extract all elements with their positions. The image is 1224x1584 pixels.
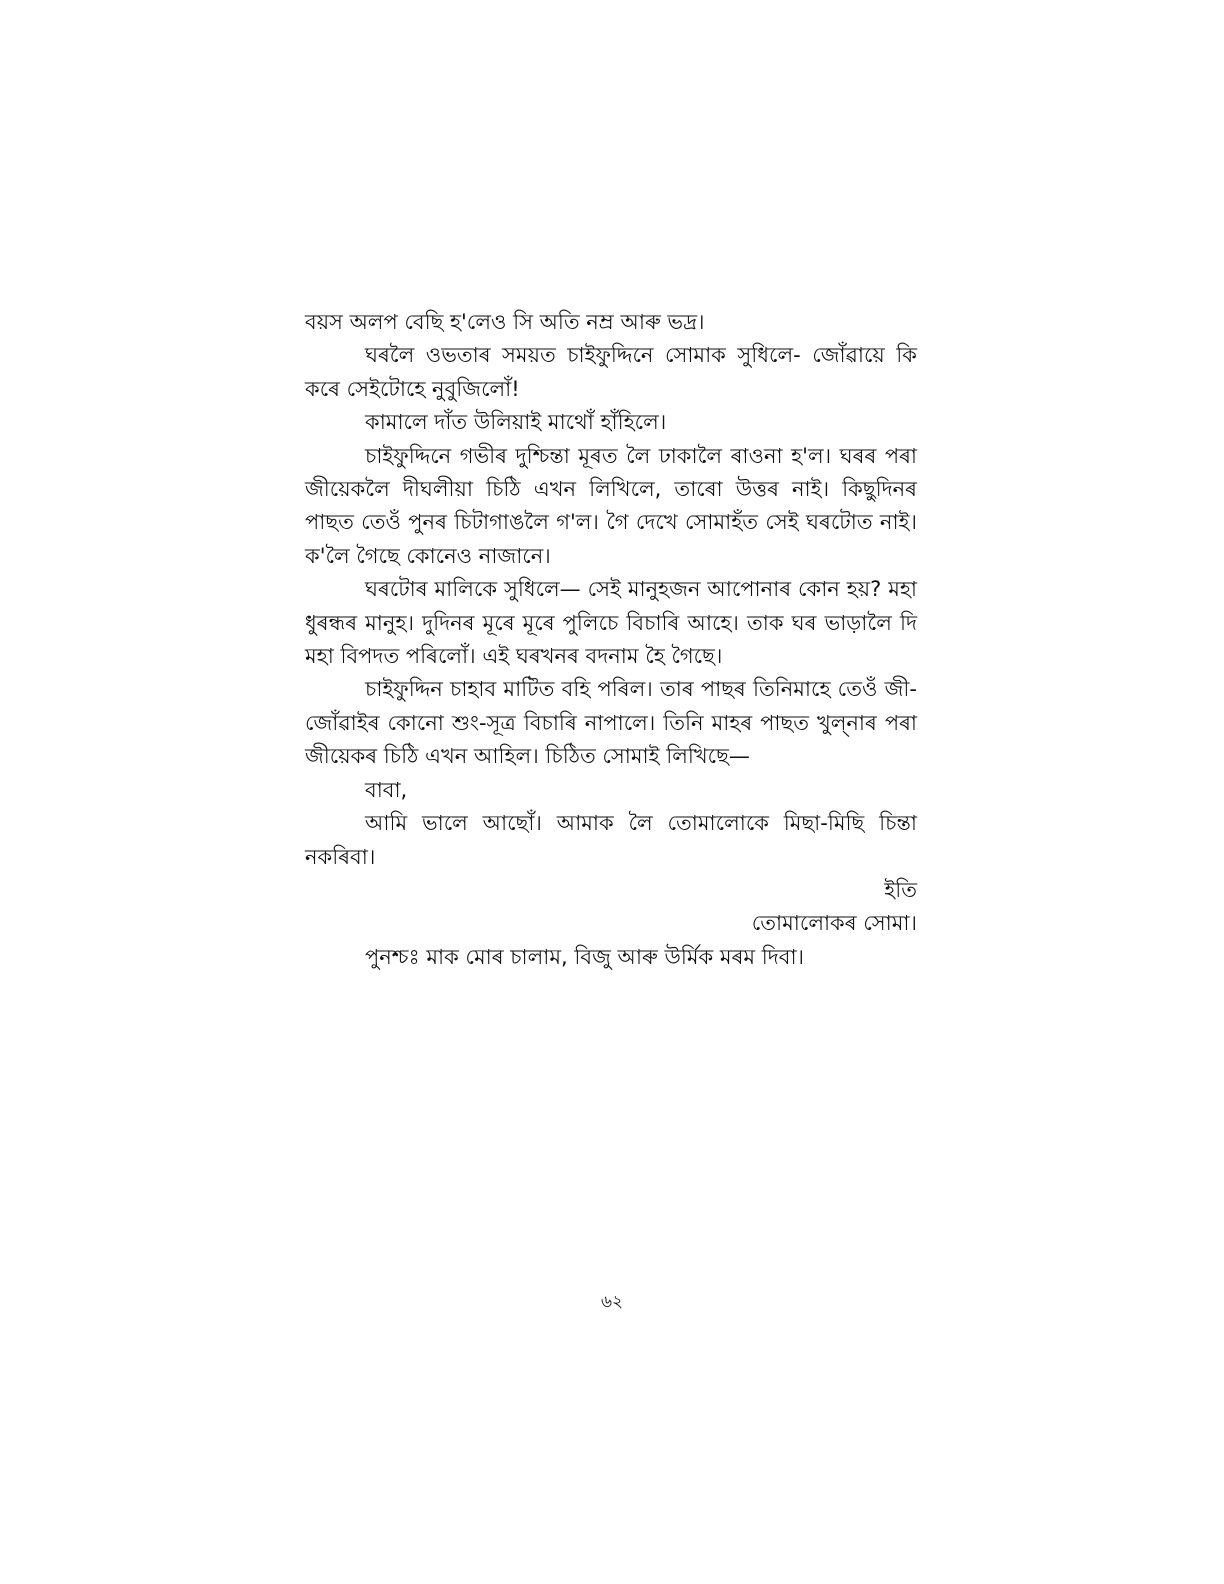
letter-signature: তোমালোকৰ সোমা। [751,911,917,936]
paragraph-continuation: বয়স অলপ বেছি হ'লেও সি অতি নম্র আৰু ভদ্ৰ। [305,310,705,334]
paragraph-landlord: ঘৰটোৰ মালিকে সুধিলে— সেই মানুহজন আপোনাৰ কোন হয়? মহা ধুৰন্ধৰ মানুহ। দুদিনৰ মূৰে মূৰে পুলিচে বিচাৰি আহে। তাক ঘৰ ভাড়ালৈ দি মহা বিপদত পৰিলোঁ। এই ঘৰখনৰ বদনাম হৈ গৈছে। [305,577,917,669]
paragraph-question: ঘৰলৈ ওভতাৰ সময়ত চাইফুদ্দিনে সোমাক সুধিলে- জোঁৱায়ে কি কৰে সেইটোহে নুবুজিলোঁ! [305,343,917,401]
paragraph-dhaka-journey: চাইফুদ্দিনে গভীৰ দুশ্চিন্তা মূৰত লৈ ঢাকালৈ ৰাওনা হ'ল। ঘৰৰ পৰা জীয়েকলৈ দীঘলীয়া চিঠি এখন লিখিলে, তাৰো উত্তৰ নাই। কিছুদিনৰ পাছত তেওঁ পুনৰ চিটাগাঙলৈ গ'ল। গৈ দেখে সোমাহঁত সেই ঘৰটোত নাই। ক'লৈ গৈছে কোনেও নাজানে। [305,443,917,568]
letter-salutation: বাবা, [365,777,408,802]
paragraph-letter-arrives: চাইফুদ্দিন চাহাব মাটিত বহি পৰিল। তাৰ পাছৰ তিনিমাহে তেওঁ জী-জোঁৱাইৰ কোনো শুং-সূত্ৰ বিচাৰি নাপালে। তিনি মাহৰ পাছত খুল্‌নাৰ পৰা জীয়েকৰ চিঠি এখন আহিল। চিঠিত সোমাই লিখিছে— [305,677,917,769]
letter-body: আমি ভালে আছোঁ। আমাক লৈ তোমালোকে মিছা-মিছি চিন্তা নকৰিবা। [305,811,917,869]
page-number: ৬২ [600,1292,624,1312]
body-text [305,306,917,974]
letter-closing: ইতি [884,877,917,902]
paragraph-kamal-smile: কামালে দাঁত উলিয়াই মাথোঁ হাঁহিলে। [365,410,667,435]
letter-postscript: পুনশ্চঃ মাক মোৰ চালাম, বিজু আৰু উৰ্মিক মৰম দিবা। [365,944,805,969]
